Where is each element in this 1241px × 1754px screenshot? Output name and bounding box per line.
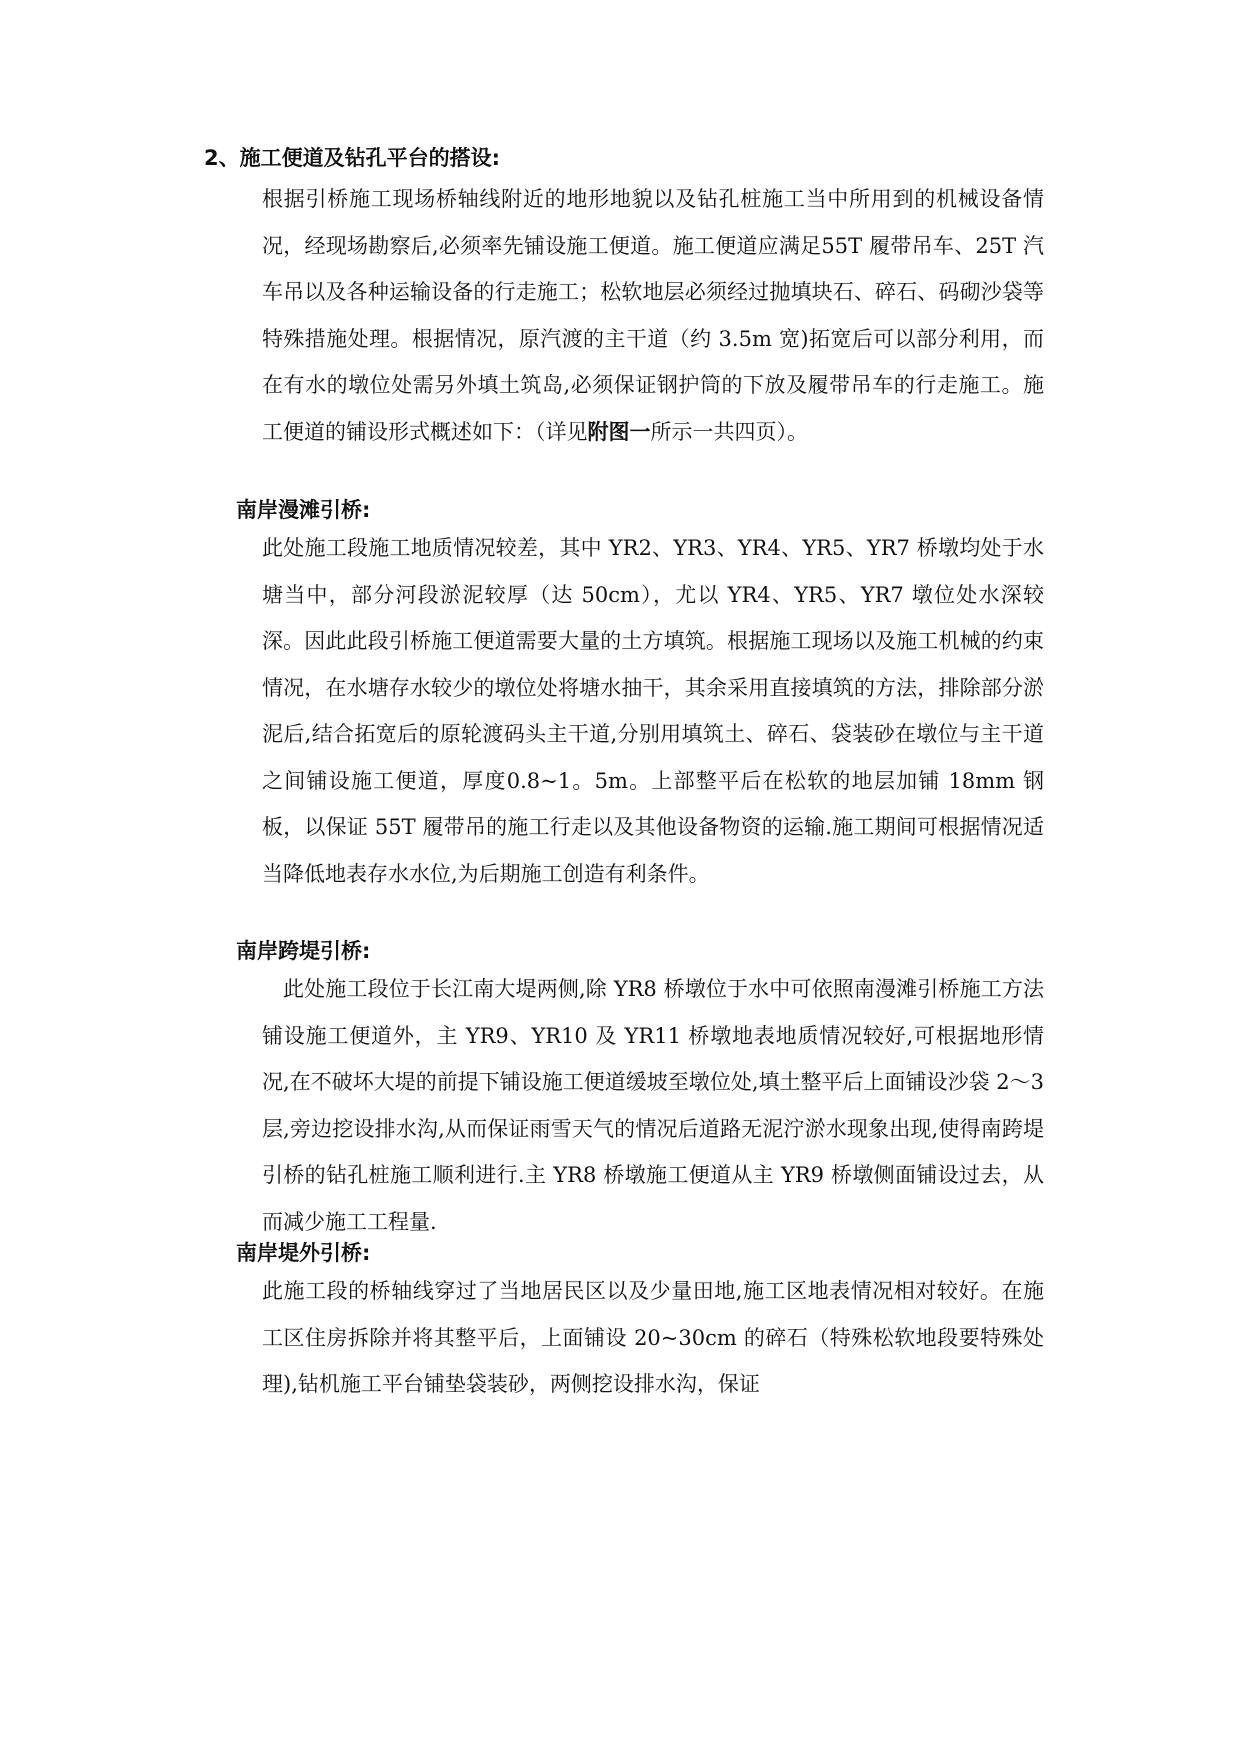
- subsection-heading-south-outside-levee: 南岸堤外引桥:: [236, 1241, 371, 1265]
- subsection-body-south-levee: 此处施工段位于长江南大堤两侧,除 YR8 桥墩位于水中可依照南漫滩引桥施工方法铺设施工便道外，主 YR9、YR10 及 YR11 桥墩地表地质情况较好,可根据地形情况,在不破坏大堤的前提下铺设施工便道缓坡至墩位处,填土整平后上面铺设沙袋 2～3 层,旁边挖设排水沟,从而保证雨雪天气的情况后道路无泥泞淤水现象出现,使得南跨堤引桥的钻孔桩施工顺利进行.主 YR8 桥墩施工便道从主 YR9 桥墩侧面铺设过去，从而减少施工工程量.: [262, 977, 1044, 1234]
- intro-text-before: 根据引桥施工现场桥轴线附近的地形地貌以及钻孔桩施工当中所用到的机械设备情况，经现场勘察后,必须率先铺设施工便道。施工便道应满足55T 履带吊车、25T 汽车吊以及各种运输设备的行走施工；松软地层必须经过抛填块石、碎石、码砌沙袋等特殊措施处理。根据情况，原汽渡的主干道（约 3.5m 宽)拓宽后可以部分利用，而在有水的墩位处需另外填土筑岛,必须保证钢护筒的下放及履带吊车的行走施工。施工便道的铺设形式概述如下：（详见: [262, 187, 1044, 444]
- subsection-body-south-floodplain: 此处施工段施工地质情况较差，其中 YR2、YR3、YR4、YR5、YR7 桥墩均处于水塘当中，部分河段淤泥较厚（达 50cm），尤以 YR4、YR5、YR7 墩位处水深较深。因此此段引桥施工便道需要大量的土方填筑。根据施工现场以及施工机械的约束情况，在水塘存水较少的墩位处将塘水抽干，其余采用直接填筑的方法，排除部分淤泥后,结合拓宽后的原轮渡码头主干道,分别用填筑土、碎石、袋装砂在墩位与主干道之间铺设施工便道，厚度0.8~1。5m。上部整平后在松软的地层加铺 18mm 钢板，以保证 55T 履带吊的施工行走以及其他设备物资的运输.施工期间可根据情况适当降低地表存水水位,为后期施工创造有利条件。: [262, 536, 1044, 886]
- subsection-body-south-outside-levee: 此施工段的桥轴线穿过了当地居民区以及少量田地,施工区地表情况相对较好。在施工区住房拆除并将其整平后，上面铺设 20~30cm 的碎石（特殊松软地段要特殊处理),钻机施工平台铺垫袋装砂，两侧挖设排水沟，保证: [262, 1279, 1044, 1396]
- subsection-heading-south-levee: 南岸跨堤引桥:: [236, 939, 371, 963]
- intro-paragraph: [262, 176, 1044, 455]
- subsection-heading-south-floodplain: 南岸漫滩引桥:: [236, 498, 371, 522]
- intro-figure-reference: 附图一: [587, 419, 651, 444]
- section-title: 2、施工便道及钻孔平台的搭设:: [204, 146, 501, 170]
- intro-text-after: 所示一共四页）。: [650, 419, 808, 444]
